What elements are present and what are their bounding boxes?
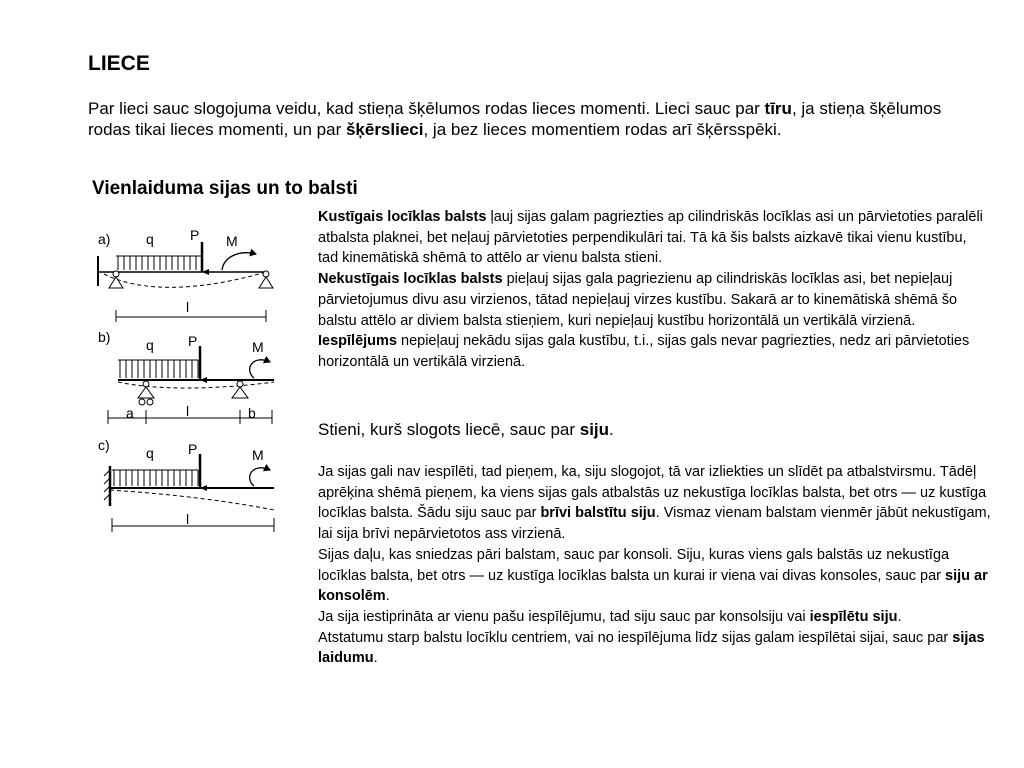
explain-p4-term: sijas laidumu <box>318 629 985 667</box>
explain-p4-text-2: . <box>373 650 378 667</box>
beam-diagrams-svg <box>94 222 294 542</box>
explain-p2-text-1: Sijas daļu, kas sniedzas pāri balstam, sauc par konsoli. Siju, kuras viens gals balstās uz nekustīga locīklas balsta, bet otrs — uz kustīga locīklas balsta un kurai ir viena vai divas konsoles, sauc par <box>318 546 950 584</box>
diagram-b-b-label: b <box>248 405 256 421</box>
fixed-support-term: Nekustīgais locīklas balsts <box>318 271 503 288</box>
intro-term-pure-bending: tīru <box>764 99 792 118</box>
diagram-a-left-support <box>109 277 123 288</box>
diagram-c-m-label: M <box>252 447 264 463</box>
explain-paragraph-2 <box>318 545 998 607</box>
diagram-c-p-label: P <box>188 441 198 457</box>
diagram-b-distributed-load <box>118 360 198 378</box>
diagram-b-m-label: M <box>252 339 264 355</box>
clamp-term: Iespīlējums <box>318 333 397 350</box>
intro-text-3: , ja bez lieces momentiem rodas arī šķērsspēki. <box>423 120 782 139</box>
diagram-a-q-label: q <box>146 231 154 247</box>
diagram-a-span-label: l <box>186 299 190 315</box>
explain-paragraph-1 <box>318 462 998 545</box>
diagram-a-right-support <box>259 277 273 288</box>
clamp-text: nepieļauj nekādu sijas gala kustību, t.i., sijas gals nevar pagriezties, nedz ari pārvietoties horizontālā un vertikālā virzienā. <box>318 333 970 370</box>
diagram-b-p-label: P <box>188 333 198 349</box>
movable-support-paragraph <box>318 207 988 269</box>
explain-p2-term: siju ar konsolēm <box>318 567 988 605</box>
explain-p3-text-1: Ja sija iestiprināta ar vienu pašu iespīlējumu, tad siju sauc par konsolsiju vai <box>318 608 810 625</box>
explain-p4-text-1: Atstatumu starp balstu locīklu centriem, vai no iespīlējuma līdz sijas galam iespīlētai sijai, sauc par <box>318 629 953 646</box>
explain-paragraph-4 <box>318 628 998 669</box>
diagram-b-deflection <box>118 382 274 388</box>
diagram-a-tag: a) <box>98 231 111 247</box>
beam-def-term: siju <box>579 420 610 439</box>
intro-text-1: Par lieci sauc slogojuma veidu, kad stieņa šķēlumos rodas lieces momenti. Lieci sauc par <box>88 99 765 118</box>
diagram-b <box>98 329 274 424</box>
intro-paragraph <box>88 98 968 140</box>
intro-text-2: , ja stieņa šķēlumos rodas tikai lieces momenti, un par <box>88 99 942 139</box>
diagram-c <box>98 437 274 532</box>
diagram-b-q-label: q <box>146 337 154 353</box>
explain-p3-text-2: . <box>897 608 902 625</box>
section-heading: Vienlaiduma sijas un to balsti <box>92 178 358 199</box>
diagram-b-right-support <box>232 387 248 398</box>
diagram-b-moment-arrow <box>250 360 270 378</box>
beam-def-text-2: . <box>609 420 614 439</box>
beam-explanation <box>318 462 998 669</box>
intro-term-transverse-bending: šķērslieci <box>345 120 424 139</box>
page-title: LIECE <box>88 52 150 75</box>
diagram-a-deflection <box>104 272 266 287</box>
beam-definition <box>318 419 988 441</box>
beam-diagrams-figure <box>94 222 294 542</box>
diagram-c-tag: c) <box>98 437 110 453</box>
fixed-support-paragraph <box>318 269 988 331</box>
explain-paragraph-3 <box>318 607 998 628</box>
movable-support-term: Kustīgais locīklas balsts <box>318 209 487 225</box>
diagram-c-distributed-load <box>112 470 198 486</box>
explain-p1-text-2: . Vismaz vienam balstam vienmēr jābūt nekustīgam, lai sija brīvi nepārvietotos ass virzienā. <box>318 505 991 543</box>
beam-def-text-1: Stieni, kurš slogots liecē, sauc par <box>318 420 580 439</box>
diagram-a-p-label: P <box>190 227 200 243</box>
diagram-b-span-label: l <box>186 403 190 419</box>
diagram-b-a-label: a <box>126 405 134 421</box>
diagram-c-span-label: l <box>186 511 190 527</box>
explain-p3-term: iespīlētu siju <box>809 608 898 625</box>
diagram-b-left-support <box>138 387 154 398</box>
supports-description <box>318 207 988 373</box>
clamp-paragraph <box>318 331 988 372</box>
explain-p1-text-1: Ja sijas gali nav iespīlēti, tad pieņem, ka, siju slogojot, tā var izliekties un slīdēt pa atbalstvirsmu. Tādēļ aprēķina shēmā pieņem, ka viens sijas gals atbalstās uz nekustīga locīklas balsta, bet otrs — uz kustīga locīklas balsta. Šādu siju sauc par <box>318 464 987 522</box>
fixed-support-text: pieļauj sijas gala pagriezienu ap cilindriskās locīklas asi, bet nepieļauj pārvietojumus divu asu virzienos, tātad nepieļauj virzes kustību. Sakarā ar to kinemātiskā shēmā šo balstu attēlo ar diviem balsta stieņiem, kuri nepieļauj kustību horizontālā un vertikālā virzienā. <box>318 271 958 329</box>
diagram-b-left-hinge <box>143 381 149 387</box>
diagram-a-distributed-load <box>116 256 202 270</box>
diagram-a-m-label: M <box>226 233 238 249</box>
diagram-c-deflection <box>110 490 274 510</box>
diagram-c-moment-arrow <box>250 468 270 486</box>
diagram-a-moment-arrow <box>222 253 256 270</box>
diagram-a <box>98 227 273 322</box>
explain-p2-text-2: . <box>385 588 390 605</box>
explain-p1-term: brīvi balstītu siju <box>540 505 656 522</box>
diagram-b-right-hinge <box>237 381 243 387</box>
diagram-b-tag: b) <box>98 329 111 345</box>
diagram-c-q-label: q <box>146 445 154 461</box>
movable-support-text: ļauj sijas galam pagriezties ap cilindriskās locīklas asi un pārvietoties paralēli atbalsta plaknei, bet neļauj pārvietoties perpendikulāri tai. Tā kā šis balsts aizkavē tikai vienu kustību, tad kinemātiskā shēmā to attēlo ar vienu balsta stieni. <box>318 209 983 267</box>
